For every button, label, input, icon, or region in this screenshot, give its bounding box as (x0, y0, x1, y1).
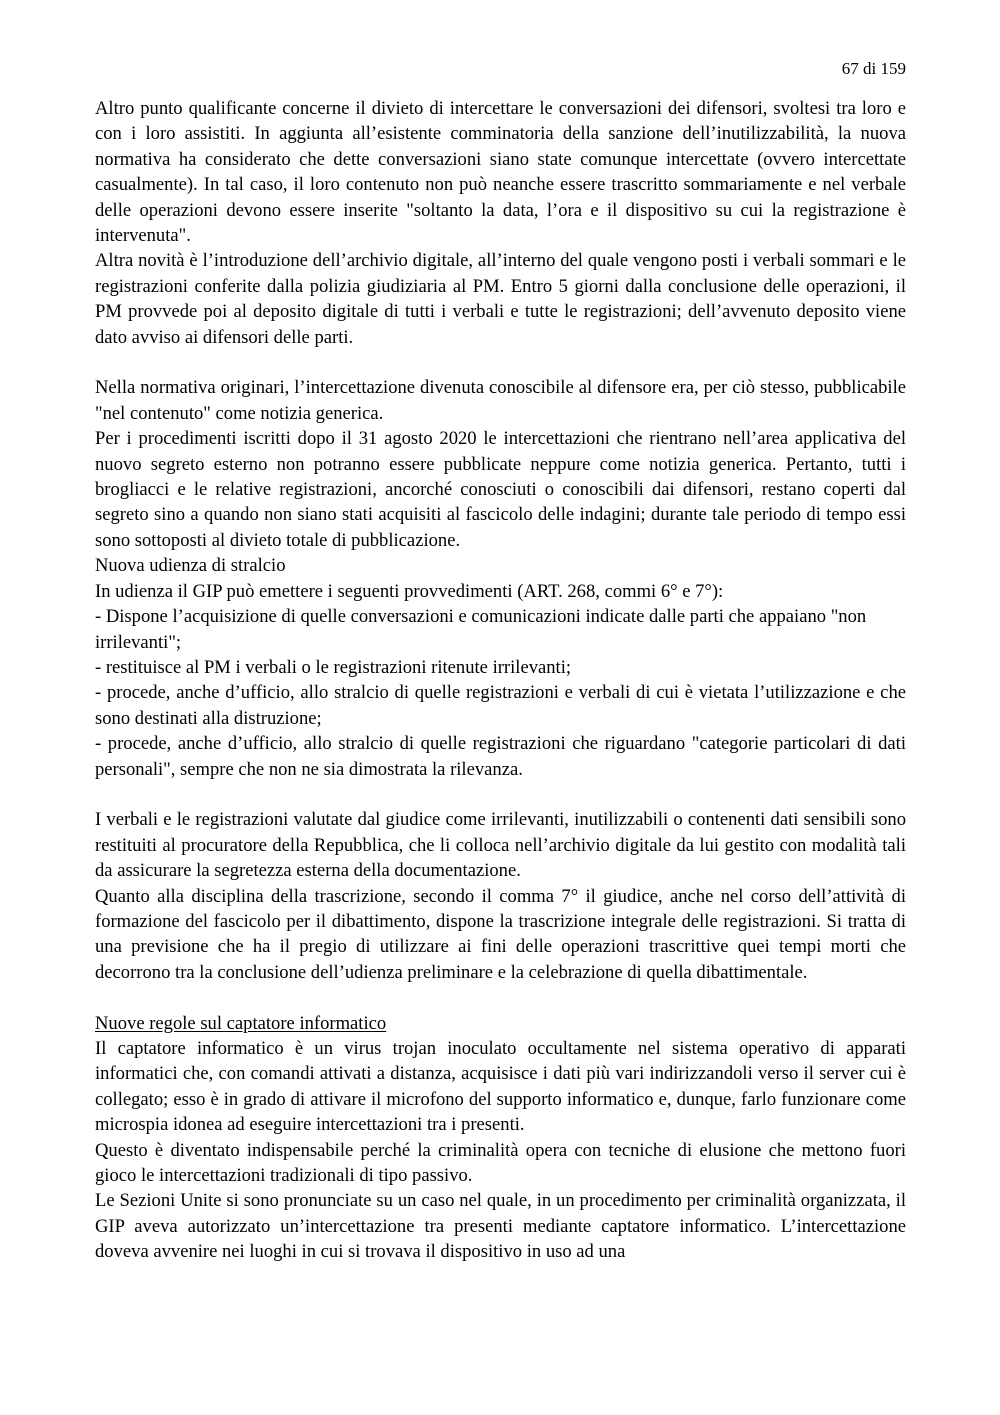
subheading-udienza-stralcio: Nuova udienza di stralcio (95, 555, 286, 577)
paragraph-normativa-originaria: Nella normativa originari, l’intercettazione divenuta conoscibile al difensore era, per ciò stesso, pubblicabile "nel contenuto" come notizia generica. (95, 377, 906, 424)
paragraph-trascrizione: Quanto alla disciplina della trascrizione, secondo il comma 7° il giudice, anche nel corso dell’attività di formazione del fascicolo per il dibattimento, dispone la trascrizione integrale delle registrazioni. Si tratta di una previsione che ha il pregio di utilizzare ai fini delle operazioni trascrittive quei tempi morti che decorrono tra la conclusione dell’udienza preliminare e la celebrazione di quella dibattimentale. (95, 885, 906, 983)
list-item-stralcio-dati-personali: - procede, anche d’ufficio, allo stralcio di quelle registrazioni che riguardano "categorie particolari di dati personali", sempre che non ne sia dimostrata la rilevanza. (95, 733, 906, 780)
list-item-acquisizione: - Dispone l’acquisizione di quelle conversazioni e comunicazioni indicate dalle parti che appaiano "non irrilevanti"; (95, 606, 867, 653)
heading-captatore-informatico: Nuove regole sul captatore informatico (95, 1012, 387, 1034)
blank-line (95, 350, 906, 375)
list-item-stralcio-distruzione: - procede, anche d’ufficio, allo stralcio di quelle registrazioni e verbali di cui è vietata l’utilizzazione e che sono destinati alla distruzione; (95, 682, 906, 729)
paragraph-sezioni-unite: Le Sezioni Unite si sono pronunciate su un caso nel quale, in un procedimento per criminalità organizzata, il GIP aveva autorizzato un’intercettazione tra presenti mediante captatore informatico. L’intercettazione doveva avvenire nei luoghi in cui si trovava il dispositivo in uso ad una (95, 1190, 906, 1263)
paragraph-archivio-digitale: Altra novità è l’introduzione dell’archivio digitale, all’interno del quale vengono posti i verbali sommari e le registrazioni conferite dalla polizia giudiziaria al PM. Entro 5 giorni dalla conclusione delle operazioni, il PM provvede poi al deposito digitale di tutti i verbali e tutte le registrazioni; dell’avvenuto deposito viene dato avviso ai difensori delle parti. (95, 250, 906, 348)
list-item-restituisce: - restituisce al PM i verbali o le registrazioni ritenute irrilevanti; (95, 656, 572, 678)
page-number: 67 di 159 (841, 59, 906, 78)
paragraph-captatore-definizione: Il captatore informatico è un virus trojan inoculato occultamente nel sistema operativo di apparati informatici che, con comandi attivati a distanza, acquisisce i dati più vari indirizzandoli verso il server cui è collegato; esso è in grado di attivare il microfono del supporto informatico e, dunque, farlo funzionare come microspia idonea ad eseguire intercettazioni tra i presenti. (95, 1037, 906, 1136)
blank-line (95, 985, 906, 1010)
paragraph-procedimenti-2020: Per i procedimenti iscritti dopo il 31 agosto 2020 le intercettazioni che rientrano nell’area applicativa del nuovo segreto esterno non potranno essere pubblicate neppure come notizia generica. Pertanto, tutti i brogliacci e le relative registrazioni, ancorché conosciuti o conoscibili dai difensori, restano coperti dal segreto sino a quando non siano stati acquisiti al fascicolo delle indagini; durante tale periodo di tempo essi sono sottoposti al divieto totale di pubblicazione. (95, 428, 906, 551)
blank-line (95, 782, 906, 807)
page-body (95, 96, 906, 1265)
paragraph-verbali-irrilevanti: I verbali e le registrazioni valutate dal giudice come irrilevanti, inutilizzabili o contenenti dati sensibili sono restituiti al procuratore della Repubblica, che li colloca nell’archivio digitale da lui gestito con modalità tali da assicurare la segretezza esterna della documentazione. (95, 809, 906, 882)
paragraph-difensori: Altro punto qualificante concerne il divieto di intercettare le conversazioni dei difensori, svoltesi tra loro e con i loro assistiti. In aggiunta all’esistente comminatoria della sanzione dell’inutilizzabilità, la nuova normativa ha considerato che dette conversazioni siano state comunque intercettate (ovvero intercettate casualmente). In tal caso, il loro contenuto non può neanche essere trascritto sommariamente e nel verbale delle operazioni devono essere inserite "soltanto la data, l’ora e il dispositivo su cui la registrazione è intervenuta". (95, 98, 906, 247)
paragraph-provvedimenti-intro: In udienza il GIP può emettere i seguenti provvedimenti (ART. 268, commi 6° e 7°): (95, 580, 724, 602)
paragraph-captatore-necessita: Questo è diventato indispensabile perché la criminalità opera con tecniche di elusione che mettono fuori gioco le intercettazioni tradizionali di tipo passivo. (95, 1139, 906, 1187)
